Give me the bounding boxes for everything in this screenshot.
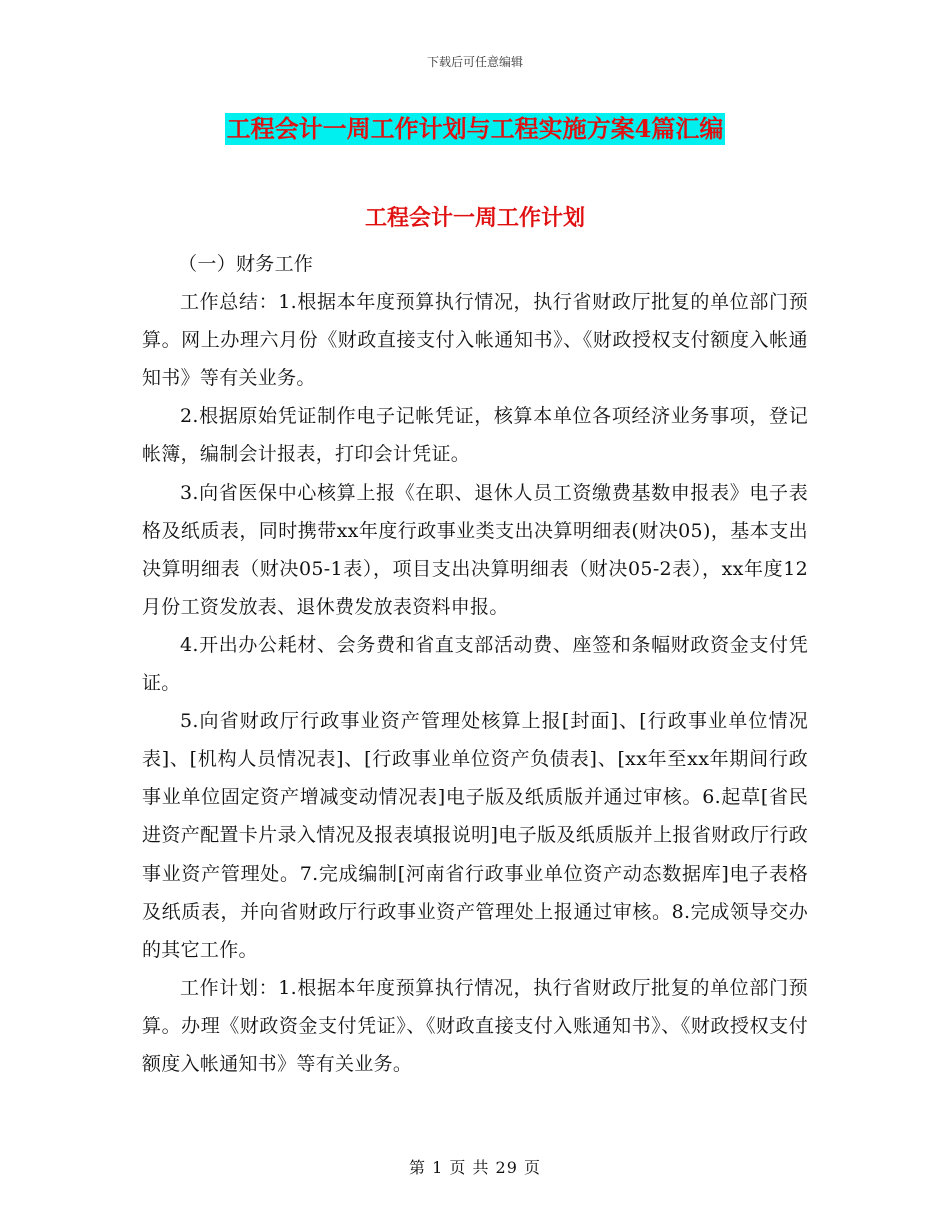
page-number: 第 1 页 共 29 页	[409, 1158, 541, 1177]
paragraph: 3.向省医保中心核算上报《在职、退休人员工资缴费基数申报表》电子表格及纸质表，同时携带xx年度行政事业类支出决算明细表(财决05)，基本支出决算明细表（财决05-1表），项目支出决算明细表（财决05-2表），xx年度12月份工资发放表、退休费发放表资料申报。	[142, 481, 808, 618]
section-title: 工程会计一周工作计划	[364, 205, 585, 231]
paragraph-heading: （一）财务工作	[178, 253, 314, 275]
header-note: 下载后可任意编辑	[426, 55, 523, 69]
paragraph: 工作总结：1.根据本年度预算执行情况，执行省财政厅批复的单位部门预算。网上办理六月份《财政直接支付入帐通知书》、《财政授权支付额度入帐通知书》等有关业务。	[142, 291, 808, 390]
document-title	[0, 113, 950, 145]
paragraph: 4.开出办公耗材、会务费和省直支部活动费、座签和条幅财政资金支付凭证。	[142, 633, 808, 695]
document-title-highlight: 工程会计一周工作计划与工程实施方案4篇汇编	[226, 114, 724, 143]
paragraph: 2.根据原始凭证制作电子记帐凭证，核算本单位各项经济业务事项，登记帐簿，编制会计报表，打印会计凭证。	[142, 405, 808, 466]
document-body	[142, 245, 808, 1083]
paragraph: 工作计划：1.根据本年度预算执行情况，执行省财政厅批复的单位部门预算。办理《财政资金支付凭证》、《财政直接支付入账通知书》、《财政授权支付额度入帐通知书》等有关业务。	[142, 976, 808, 1075]
paragraph: 5.向省财政厅行政事业资产管理处核算上报[封面]、[行政事业单位情况表]、[机构人员情况表]、[行政事业单位资产负债表]、[xx年至xx年期间行政事业单位固定资产增减变动情况表]电子版及纸质版并通过审核。6.起草[省民进资产配置卡片录入情况及报表填报说明]电子版及纸质版并上报省财政厅行政事业资产管理处。7.完成编制[河南省行政事业单位资产动态数据库]电子表格及纸质表，并向省财政厅行政事业资产管理处上报通过审核。8.完成领导交办的其它工作。	[142, 710, 808, 961]
